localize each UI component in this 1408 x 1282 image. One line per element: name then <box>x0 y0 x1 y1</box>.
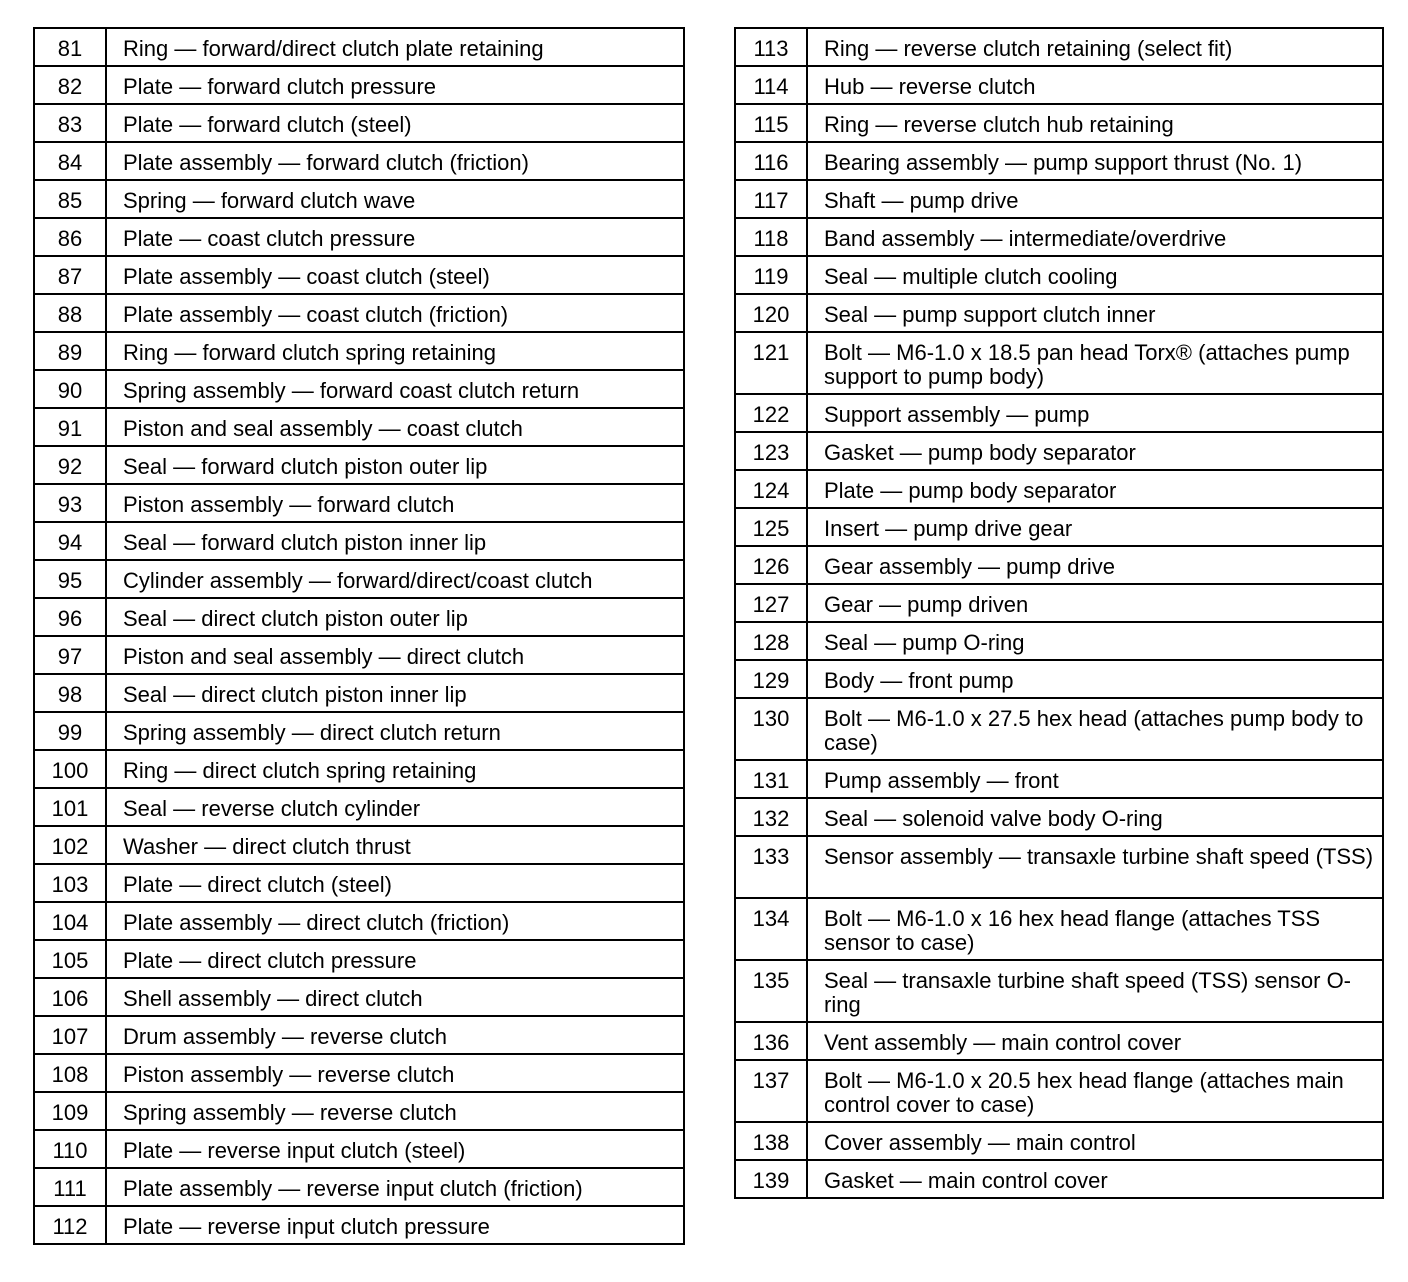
table-row <box>735 142 1383 180</box>
table-row <box>34 1130 684 1168</box>
parts-table-left-body <box>34 28 684 1244</box>
part-description: Seal — forward clutch piston outer lip <box>106 446 684 484</box>
part-number: 113 <box>735 28 807 66</box>
table-row <box>34 408 684 446</box>
table-row <box>735 546 1383 584</box>
table-row <box>735 760 1383 798</box>
table-row <box>735 432 1383 470</box>
part-number: 109 <box>34 1092 106 1130</box>
table-row <box>34 104 684 142</box>
table-row <box>735 584 1383 622</box>
part-number: 129 <box>735 660 807 698</box>
table-row <box>735 622 1383 660</box>
part-number: 99 <box>34 712 106 750</box>
table-row <box>34 1206 684 1244</box>
part-number: 135 <box>735 960 807 1022</box>
part-number: 92 <box>34 446 106 484</box>
table-row <box>34 902 684 940</box>
table-row <box>34 66 684 104</box>
part-description: Spring — forward clutch wave <box>106 180 684 218</box>
part-description: Plate assembly — direct clutch (friction) <box>106 902 684 940</box>
part-number: 130 <box>735 698 807 760</box>
part-description: Shaft — pump drive <box>807 180 1383 218</box>
table-row <box>34 1054 684 1092</box>
part-number: 89 <box>34 332 106 370</box>
part-description: Ring — direct clutch spring retaining <box>106 750 684 788</box>
part-number: 98 <box>34 674 106 712</box>
part-number: 106 <box>34 978 106 1016</box>
table-row <box>34 1016 684 1054</box>
table-row <box>735 218 1383 256</box>
part-description: Body — front pump <box>807 660 1383 698</box>
table-row <box>34 218 684 256</box>
part-description: Drum assembly — reverse clutch <box>106 1016 684 1054</box>
table-row <box>34 940 684 978</box>
table-row <box>735 256 1383 294</box>
table-row <box>735 66 1383 104</box>
part-description: Plate — pump body separator <box>807 470 1383 508</box>
table-row <box>735 1122 1383 1160</box>
part-description: Ring — reverse clutch hub retaining <box>807 104 1383 142</box>
table-row <box>34 1168 684 1206</box>
part-description: Bolt — M6-1.0 x 16 hex head flange (attaches TSS sensor to case) <box>807 898 1383 960</box>
part-description: Gasket — main control cover <box>807 1160 1383 1198</box>
table-row <box>735 104 1383 142</box>
table-row <box>34 560 684 598</box>
part-description: Bolt — M6-1.0 x 20.5 hex head flange (attaches main control cover to case) <box>807 1060 1383 1122</box>
part-number: 95 <box>34 560 106 598</box>
part-number: 121 <box>735 332 807 394</box>
part-description: Washer — direct clutch thrust <box>106 826 684 864</box>
part-description: Ring — forward clutch spring retaining <box>106 332 684 370</box>
part-number: 133 <box>735 836 807 898</box>
part-number: 104 <box>34 902 106 940</box>
part-description: Gear assembly — pump drive <box>807 546 1383 584</box>
part-number: 91 <box>34 408 106 446</box>
part-number: 90 <box>34 370 106 408</box>
part-description: Support assembly — pump <box>807 394 1383 432</box>
part-number: 128 <box>735 622 807 660</box>
part-number: 105 <box>34 940 106 978</box>
part-number: 97 <box>34 636 106 674</box>
table-row <box>34 332 684 370</box>
part-description: Pump assembly — front <box>807 760 1383 798</box>
part-number: 139 <box>735 1160 807 1198</box>
table-row <box>735 1060 1383 1122</box>
part-number: 115 <box>735 104 807 142</box>
part-description: Plate assembly — coast clutch (steel) <box>106 256 684 294</box>
part-description: Seal — multiple clutch cooling <box>807 256 1383 294</box>
part-description: Vent assembly — main control cover <box>807 1022 1383 1060</box>
part-description: Ring — forward/direct clutch plate retaining <box>106 28 684 66</box>
part-description: Ring — reverse clutch retaining (select fit) <box>807 28 1383 66</box>
part-description: Plate — direct clutch (steel) <box>106 864 684 902</box>
part-description: Seal — direct clutch piston outer lip <box>106 598 684 636</box>
table-row <box>735 294 1383 332</box>
part-description: Piston assembly — forward clutch <box>106 484 684 522</box>
part-number: 101 <box>34 788 106 826</box>
part-description: Sensor assembly — transaxle turbine shaft speed (TSS) <box>807 836 1383 898</box>
part-description: Plate assembly — forward clutch (friction) <box>106 142 684 180</box>
part-description: Plate assembly — coast clutch (friction) <box>106 294 684 332</box>
part-number: 120 <box>735 294 807 332</box>
part-description: Seal — reverse clutch cylinder <box>106 788 684 826</box>
table-row <box>34 636 684 674</box>
table-row <box>34 598 684 636</box>
table-row <box>34 370 684 408</box>
table-row <box>735 470 1383 508</box>
table-row <box>34 180 684 218</box>
part-description: Cylinder assembly — forward/direct/coast clutch <box>106 560 684 598</box>
part-description: Gear — pump driven <box>807 584 1383 622</box>
part-number: 116 <box>735 142 807 180</box>
part-number: 131 <box>735 760 807 798</box>
table-row <box>34 28 684 66</box>
part-number: 132 <box>735 798 807 836</box>
part-description: Piston assembly — reverse clutch <box>106 1054 684 1092</box>
table-row <box>735 836 1383 898</box>
part-number: 112 <box>34 1206 106 1244</box>
part-description: Plate — reverse input clutch pressure <box>106 1206 684 1244</box>
part-number: 119 <box>735 256 807 294</box>
table-row <box>735 1160 1383 1198</box>
part-description: Piston and seal assembly — direct clutch <box>106 636 684 674</box>
table-row <box>34 750 684 788</box>
part-description: Seal — transaxle turbine shaft speed (TSS) sensor O-ring <box>807 960 1383 1022</box>
table-row <box>735 960 1383 1022</box>
part-description: Plate — forward clutch pressure <box>106 66 684 104</box>
table-row <box>735 180 1383 218</box>
table-row <box>735 898 1383 960</box>
table-row <box>34 522 684 560</box>
table-row <box>34 712 684 750</box>
part-description: Plate — reverse input clutch (steel) <box>106 1130 684 1168</box>
part-number: 96 <box>34 598 106 636</box>
part-description: Hub — reverse clutch <box>807 66 1383 104</box>
part-number: 94 <box>34 522 106 560</box>
part-number: 137 <box>735 1060 807 1122</box>
parts-table-left <box>33 27 685 1245</box>
part-description: Gasket — pump body separator <box>807 432 1383 470</box>
part-number: 81 <box>34 28 106 66</box>
table-row <box>735 798 1383 836</box>
part-number: 114 <box>735 66 807 104</box>
part-description: Shell assembly — direct clutch <box>106 978 684 1016</box>
part-description: Cover assembly — main control <box>807 1122 1383 1160</box>
part-description: Bearing assembly — pump support thrust (No. 1) <box>807 142 1383 180</box>
part-description: Seal — pump support clutch inner <box>807 294 1383 332</box>
part-description: Plate assembly — reverse input clutch (friction) <box>106 1168 684 1206</box>
part-number: 103 <box>34 864 106 902</box>
table-row <box>34 1092 684 1130</box>
table-row <box>34 446 684 484</box>
part-number: 110 <box>34 1130 106 1168</box>
part-description: Insert — pump drive gear <box>807 508 1383 546</box>
part-number: 82 <box>34 66 106 104</box>
part-description: Plate — direct clutch pressure <box>106 940 684 978</box>
table-row <box>34 256 684 294</box>
table-row <box>34 484 684 522</box>
part-number: 83 <box>34 104 106 142</box>
part-number: 85 <box>34 180 106 218</box>
part-number: 136 <box>735 1022 807 1060</box>
table-row <box>735 1022 1383 1060</box>
part-number: 127 <box>735 584 807 622</box>
table-row <box>34 674 684 712</box>
part-number: 123 <box>735 432 807 470</box>
part-description: Band assembly — intermediate/overdrive <box>807 218 1383 256</box>
part-number: 84 <box>34 142 106 180</box>
part-number: 88 <box>34 294 106 332</box>
part-description: Bolt — M6-1.0 x 27.5 hex head (attaches pump body to case) <box>807 698 1383 760</box>
part-description: Plate — forward clutch (steel) <box>106 104 684 142</box>
table-row <box>735 28 1383 66</box>
table-row <box>735 332 1383 394</box>
part-description: Plate — coast clutch pressure <box>106 218 684 256</box>
table-row <box>735 660 1383 698</box>
part-number: 86 <box>34 218 106 256</box>
table-row <box>735 394 1383 432</box>
part-number: 126 <box>735 546 807 584</box>
part-description: Seal — solenoid valve body O-ring <box>807 798 1383 836</box>
part-number: 107 <box>34 1016 106 1054</box>
part-number: 125 <box>735 508 807 546</box>
part-number: 124 <box>735 470 807 508</box>
part-description: Spring assembly — forward coast clutch return <box>106 370 684 408</box>
part-description: Spring assembly — reverse clutch <box>106 1092 684 1130</box>
table-row <box>34 978 684 1016</box>
part-number: 102 <box>34 826 106 864</box>
table-row <box>735 508 1383 546</box>
table-row <box>34 864 684 902</box>
part-number: 111 <box>34 1168 106 1206</box>
part-description: Bolt — M6-1.0 x 18.5 pan head Torx® (attaches pump support to pump body) <box>807 332 1383 394</box>
part-description: Seal — direct clutch piston inner lip <box>106 674 684 712</box>
part-number: 138 <box>735 1122 807 1160</box>
part-description: Seal — pump O-ring <box>807 622 1383 660</box>
part-number: 122 <box>735 394 807 432</box>
part-number: 108 <box>34 1054 106 1092</box>
part-description: Seal — forward clutch piston inner lip <box>106 522 684 560</box>
part-number: 100 <box>34 750 106 788</box>
table-row <box>34 788 684 826</box>
part-description: Spring assembly — direct clutch return <box>106 712 684 750</box>
part-number: 87 <box>34 256 106 294</box>
parts-table-right <box>734 27 1384 1199</box>
part-number: 117 <box>735 180 807 218</box>
table-row <box>34 826 684 864</box>
parts-table-right-body <box>735 28 1383 1198</box>
part-number: 93 <box>34 484 106 522</box>
table-row <box>34 294 684 332</box>
table-row <box>34 142 684 180</box>
part-number: 134 <box>735 898 807 960</box>
part-description: Piston and seal assembly — coast clutch <box>106 408 684 446</box>
part-number: 118 <box>735 218 807 256</box>
table-row <box>735 698 1383 760</box>
